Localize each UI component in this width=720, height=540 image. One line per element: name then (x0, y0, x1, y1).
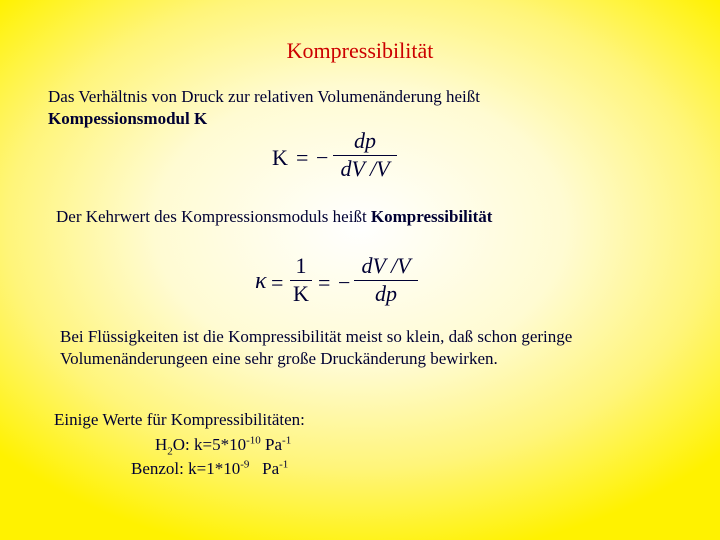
formula1-fraction (333, 129, 397, 181)
h2o-unit-exponent: -1 (282, 434, 292, 447)
liquids-line-1: Bei Flüssigkeiten ist die Kompressibilität meist so klein, daß schon geringe (60, 327, 573, 346)
h2o-text: O: k=5*10 (172, 435, 247, 454)
formula2-fraction-1 (290, 254, 312, 306)
formula1-minus: − (316, 145, 329, 170)
formula2-equals-1: = (271, 270, 284, 295)
liquids-line-2: Volumenänderungeen eine sehr große Druckänderung bewirken. (60, 349, 498, 368)
value-h2o (155, 434, 291, 456)
slide-title: Kompressibilität (286, 38, 434, 63)
formula2-denominator-1: K (293, 281, 309, 306)
formula1-numerator: dp (354, 128, 376, 153)
inverse-line (56, 206, 492, 228)
benzol-exponent: -9 (240, 458, 250, 471)
value-benzol (131, 458, 288, 480)
formula2-numerator-2: dV /V (361, 253, 411, 278)
kappa-symbol: κ (255, 268, 267, 294)
inverse-text: Der Kehrwert des Kompressionsmoduls heißt (56, 207, 371, 226)
formula2-minus: − (338, 270, 351, 295)
benzol-unit-exponent: -1 (279, 458, 289, 471)
formula2-numerator-1: 1 (295, 253, 307, 278)
formula1-lhs: K (272, 145, 288, 170)
formula1-denominator: dV /V (340, 156, 390, 181)
h2o-exponent: -10 (246, 434, 261, 447)
h2o-h: H (155, 435, 168, 454)
intro-line: Das Verhältnis von Druck zur relativen Volumenänderung heißt (48, 87, 480, 106)
formula2-denominator-2: dp (375, 281, 397, 306)
modulus-term: Kompessionsmodul K (48, 109, 208, 128)
values-heading: Einige Werte für Kompressibilitäten: (54, 410, 305, 429)
formula2-equals-2: = (318, 270, 331, 295)
formula1-equals: = (296, 145, 309, 170)
h2o-unit: Pa (260, 435, 283, 454)
benzol-text: Benzol: k=1*10 (131, 459, 241, 478)
compressibility-term: Kompressibilität (370, 207, 493, 226)
h2o-subscript: 2 (167, 445, 173, 458)
benzol-unit: Pa (249, 459, 280, 478)
formula2-fraction-2 (354, 254, 418, 306)
